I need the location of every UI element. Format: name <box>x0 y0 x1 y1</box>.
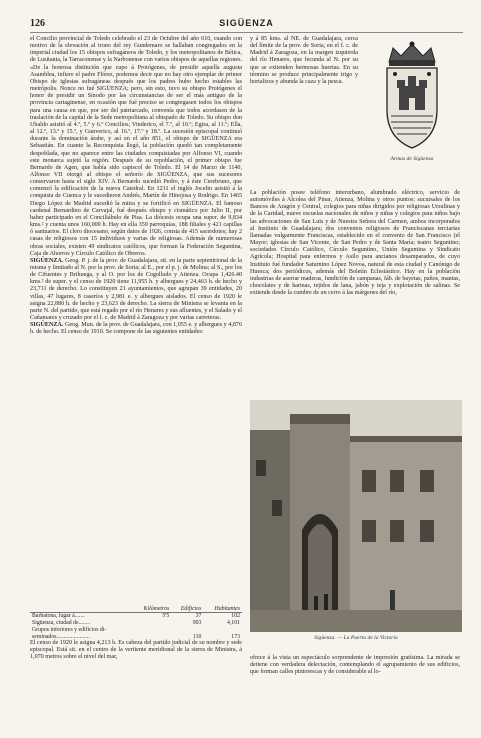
table-cell: 4,101 <box>226 620 240 626</box>
entry-heading: SIGÜENZA. <box>30 257 64 264</box>
concilio-paragraph: el Concilio provincial de Toledo celebrado el 23 de Octubre del año 610, cuando con motivo de la elevación al trono del rey Gundemaro se hallaban congregados en la imperial ciudad los 15 obispos sufragáneos de Toledo, y los metropolitanos de Bética, de Lusitania, la Tarraconense y la Narbonense con varios obispos de aquellas regiones. «De la honrosa distinción que cupo á Protógenes, de presidir aquella augusta Asamblea, infiere el padre Flórez, podemos decir que no hay otro ejemplar de primer Obispo de iglesias sufragáneas después que los padres hubo hecho estables las metrópolis. Nonce no fué SIGÜENZA; pero, sin esto, tuvo su obispo Protógenes el honor de presidir un Sínodo por las circunstancias de ser el más antiguo de la provincia cartaginense, en ocasión que fué preciso se congregasen todos los obispos para una causa en que, por ser del patriarcado, convenía que todos acordasen de la traslación de la capital de la Sede metropolitana al obispado de Toledo. Su obispo don Ubaldo asistió al 4.º, 5.º y 6.º Concilios; Vinderico, el 7.º, al 10.º; Egira, al 11.º; Ella, al 12.º, 13.º y 15.º, y Gunverico, al 16.º, 17.º y 18.º. La sucesión episcopal continuó durante la dominación árabe, y así en el año 851, el obispo de SIGÜENZA era Sebastián. En cuanto la Reconquista llegó, la población quedó tan completamente despoblada, que no aparece entre las ciudades conquistadas por Alfonso VI, cuando este monarca sujetó la región. Después de su repoblación, el primer obispo fue Bernardo de Agen, que había sido capiscol de Toledo. El 14 de Marzo de 1140, Alfonso VII otorgó al obispo el señorío de SIGÜENZA, que sus sucesores conservaron hasta el siglo XIV. A Bernardo sucedió Pedro, y á éste Cerebruno, que comenzó la edificación de la nueva Catedral. En 1211 el inglés Jocelin asistió á la conquista de Cuenca y le sucedieron Andrés, Martín de Hinojosa y Rodrigo. En 1465 Diego López de Madrid sucedió la mitra y se fortificó en SIGÜENZA. El famoso cardenal Bernardino de Carvajal, fué después obispo y cismático por Julio II, por haber participado en el Conciliábulo de Pisa. La diócesis ocupa una super. de 9,834 kms.² y cuenta unos 160,000 h. Hay en ella 359 parroquias, 188 filiales y 421 capillas ó santuarios. El clero diocesano, según datos de 1926, consta de 415 sacerdotes; hay 2 casas de religiosos con 15 individuos y varias de religiosas. Además de numerosas obras sociales, existen 49 sindicatos católicos, que forman la Federación Seguntina, Caja de Ahorros y Círculo Católico de Obreros. <box>30 36 242 257</box>
right-bottom-paragraph: ofrece á la vista un espectáculo sorprendente de impresión gratísima. La mirada se detiene con verdadera delectación, contemplando el agrupamiento de sus edificios, que forman calles pintorescas y de considerable al lo- <box>250 655 460 676</box>
page-number: 126 <box>30 18 45 29</box>
table-row <box>30 613 242 621</box>
right-middle-paragraph: La población posee teléfono interurbano, alumbrado eléctrico, servicio de automóviles á Alcolea del Pinar, Atienza, Molina y otros puntos; sucursales de los Bancos de Aragón y Central, colegios para niñas dirigidos por religiosas Ursulinas y de la Caridad, nueve escuelas nacionales de niños y niñas y colegios para niños bajo las advocaciones de San Luis y de Nuestra Señora del Carmen, ambos incorporados al Instituto de Guadalajara; dos conventos religiosos de Franciscanas terciarias llamadas vulgarmente Franciscas, establecido en el convento de San Francisco (el Mayor; iglesias de San Vicente, de San Pedro y de Santa María; teatro Seguntino; sociedades Círculo Católico, Círculo Seguntino, Unión Seguntina y Sindicato Agrícola; Hospital para enfermos y Asilo para ancianos desamparados, de cuyo Instituto fué fundador Saturnino López Novoa, natural de esta ciudad y Canónigo de Huesca; dos periódicos, además del Boletín Eclesiástico. Hay en la población industrias de aserrar maderas, fundición de campanas, fáb. de bayetas, paños, mantas, chocolates y de harinas, tejidos de lana, jabón y teja y explotación de salinas. Se extiende desde la cumbre de un cerro á las márgenes del río, <box>250 190 460 297</box>
table-header-cell: Kilómetros <box>133 606 172 613</box>
right-column-top <box>250 36 358 86</box>
table-header-cell: Edificios <box>171 606 203 613</box>
photo-figure <box>250 400 462 650</box>
table-cell: Barbatona, lugar á....... <box>32 613 85 619</box>
photo-caption: Sigüenza. — La Puerta de la Victoria <box>314 635 398 641</box>
table-cell: 37 <box>195 613 202 619</box>
right-column-bottom <box>250 655 460 676</box>
table-row <box>30 620 242 627</box>
table-cell: seminados....................... <box>32 634 90 640</box>
table-cell: 102 <box>231 613 240 619</box>
coat-caption: Armas de Sigüenza <box>390 156 434 162</box>
entities-table <box>30 606 242 641</box>
table-cell: Grupos inferiores y edificios di- <box>32 627 107 633</box>
table-cell: 5'5 <box>162 613 170 619</box>
table-cell <box>203 627 242 634</box>
table-row <box>30 627 242 634</box>
left-closing <box>30 640 242 661</box>
entry-heading: SIGÜENZA. <box>30 322 64 329</box>
coat-of-arms <box>361 36 463 186</box>
right-top-paragraph: y á 85 kms. al NE. de Guadalajara, cerca del límite de la prov. de Soria, en el f. c. de Madrid á Zaragoza, en la margen izquierda del río Henares, que fecunda al N. por su que se extienden hermosas huertas. En su término se produce principalmente trigo y hortalizos y abunda la caza y la pesca. <box>250 36 358 85</box>
table-cell: 110 <box>192 634 202 640</box>
puerta-victoria-photo <box>250 400 462 632</box>
entry-geo-label: Geog. P. j. de la prov. de Guadalajara, <box>65 257 159 264</box>
entry-geo-label: Geog. Mun. de la prov. de Guadalajara, con 1,055 e. y albergues y 4,876 h. de hecho. El censo de 1910. Se compone de las siguientes entidades: <box>30 322 243 336</box>
table-cell: 903 <box>192 620 202 626</box>
table-cell <box>133 620 172 627</box>
table-header-cell: Habitantes <box>203 606 242 613</box>
entry-body: sit. en la parte septentrional de la misma y limitado al N. por la prov. de Soria; al E., por el p. j. de Molina; al S., por los de Cifuentes y Brihuega, y al O. por los de Cogolludo y Atienza. Ocupa 1,426.40 kms.² de super. y el censo de 1920 tiene 11,955 h. y albergues y 24,463 h. de hecho y 23,711 de derecho. Lo constituyen 21 ayuntamientos, que agrupan 39 entidades, 20 villas, 47 lugares, 8 caseríos y 2,981 e. y albergues aislados. El censo de 1920 le asigna 22,880 h. de hecho y 23,623 de derecho. La sierra de Ministra se levanta en la parte N. del partido, que está regado por el río Henares y sus afluentes, y el Salado y el Cañamares y cruzado por el f. c. de Madrid á Zaragoza y por varias carreteras. <box>30 257 243 322</box>
closing-paragraph: El censo de 1920 le asigna 4,213 h. Es cabeza del partido judicial de su nombre y sede episcopal. Está sit. en el centro de la vertiente meridional de la sierra de Ministra, á 1,070 metros sobre el nivel del mar, <box>30 640 242 661</box>
table-cell <box>171 627 203 634</box>
municipio-entry <box>30 322 242 336</box>
right-column-middle <box>250 190 460 297</box>
running-head: SIGÜENZA <box>219 18 274 28</box>
table-cell: Sigüenza, ciudad de........ <box>32 620 91 626</box>
table-cell: 173 <box>231 634 240 640</box>
left-column <box>30 36 242 337</box>
page-header <box>30 18 463 33</box>
table-cell <box>133 627 172 634</box>
partido-entry <box>30 258 242 322</box>
coat-of-arms-icon <box>379 40 445 152</box>
